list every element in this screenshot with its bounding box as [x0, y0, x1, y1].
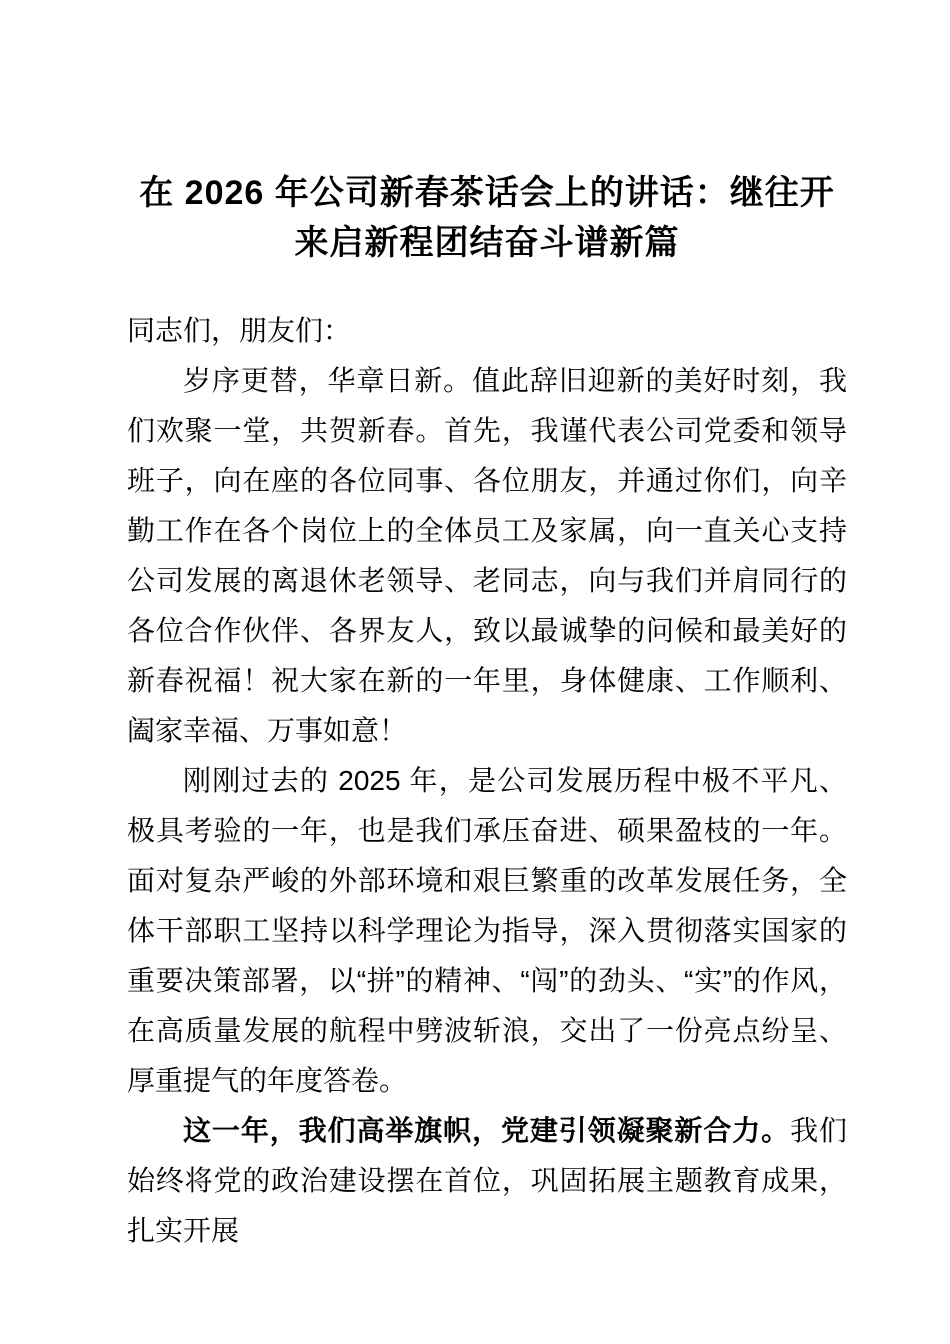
document-content — [127, 0, 847, 1256]
document-title — [127, 168, 847, 268]
document-title-line2: 来启新程团结奋斗谱新篇 — [294, 224, 680, 262]
paragraph-2025-review-text: 刚刚过去的 2025 年，是公司发展历程中极不平凡、极具考验的一年，也是我们承压奋进、硕果盈枝的一年。面对复杂严峻的外部环境和艰巨繁重的改革发展任务，全体干部职工坚持以科学理论为指导，深入贯彻落实国家的重要决策部署，以“拼”的精神、“闯”的劲头、“实”的作风，在高质量发展的航程中劈波斩浪，交出了一份亮点纷呈、厚重提气的年度答卷。 — [127, 765, 847, 1096]
paragraph-2025-review — [127, 756, 847, 1106]
document-title-line1: 在 2026 年公司新春茶话会上的讲话：继往开 — [139, 174, 835, 212]
paragraph-new-year-greeting — [127, 356, 847, 756]
paragraph-party-building-lead: 这一年，我们高举旗帜，党建引领凝聚新合力。 — [183, 1115, 791, 1146]
paragraph-party-building — [127, 1106, 847, 1256]
salutation-line: 同志们，朋友们： — [127, 315, 352, 346]
document-body — [127, 306, 847, 1256]
paragraph-new-year-greeting-text: 岁序更替，华章日新。值此辞旧迎新的美好时刻，我们欢聚一堂，共贺新春。首先，我谨代表公司党委和领导班子，向在座的各位同事、各位朋友，并通过你们，向辛勤工作在各个岗位上的全体员工及家属，向一直关心支持公司发展的离退休老领导、老同志，向与我们并肩同行的各位合作伙伴、各界友人，致以最诚挚的问候和最美好的新春祝福！祝大家在新的一年里，身体健康、工作顺利、阖家幸福、万事如意！ — [127, 365, 847, 746]
paragraph-party-building-text: 我们始终将党的政治建设摆在首位，巩固拓展主题教育成果，扎实开展 — [127, 1115, 847, 1246]
